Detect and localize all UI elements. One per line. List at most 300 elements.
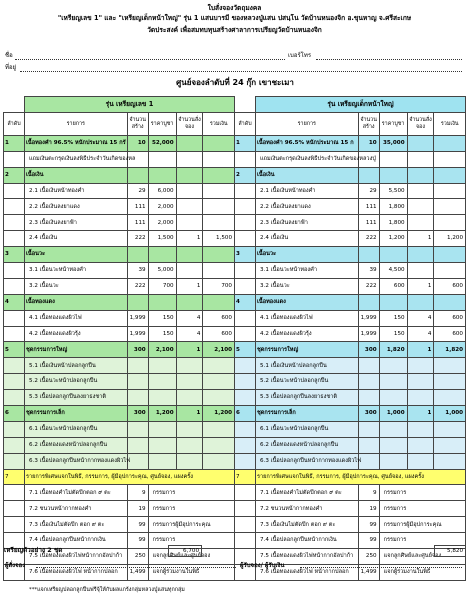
left-row-number: [4, 517, 25, 533]
left-total-cell[interactable]: [203, 263, 235, 279]
right-item-name: 5.3 เนื้อปลอกลูกปืนลงยาธงชาติ: [255, 390, 358, 406]
left-price-cell: 2,100: [148, 342, 176, 358]
left-item-name: 6.1 เนื้อนวะหน้าปลอกลูกปืน: [24, 421, 127, 437]
left-header-item: รายการ: [24, 112, 127, 135]
right-item-name: 2.3 เนื้อเงินลงยาฟ้า: [255, 215, 358, 231]
right-row-number: [235, 358, 256, 374]
phone-label: เบอร์โทร: [288, 52, 312, 59]
left-order-qty-cell[interactable]: 1: [176, 406, 203, 422]
right-item-name: 2.4 เนื้อเงิน: [255, 231, 358, 247]
right-order-qty-cell[interactable]: [407, 294, 434, 310]
right-price-cell: [379, 358, 407, 374]
left-price-cell: 150: [148, 310, 176, 326]
left-header-price: ราคาบูชา: [148, 112, 176, 135]
left-row-number: [4, 437, 25, 453]
left-order-qty-cell[interactable]: [176, 167, 203, 183]
left-total-cell[interactable]: 2,100: [203, 342, 235, 358]
right-item-name: เนื้อทองคำ 96.5% หนักประมาณ 15 ก: [255, 135, 358, 151]
address-field[interactable]: [20, 71, 462, 72]
left-row-number: [4, 374, 25, 390]
left-order-qty-cell[interactable]: [176, 358, 203, 374]
left-quantity-cell: 19: [127, 501, 148, 517]
left-order-qty-cell[interactable]: 1: [176, 342, 203, 358]
left-quantity-cell: [127, 453, 148, 469]
left-order-qty-cell[interactable]: [176, 453, 203, 469]
right-quantity-cell: 39: [358, 263, 379, 279]
right-item-name: 6.2 เนื้อทองแดงหน้าปลอกลูกปืน: [255, 437, 358, 453]
right-order-qty-cell[interactable]: [407, 167, 434, 183]
left-quantity-cell: 99: [127, 517, 148, 533]
left-total-cell[interactable]: [203, 358, 235, 374]
right-price-cell: [379, 453, 407, 469]
left-table-row: [4, 231, 235, 247]
right-row-number: [235, 453, 256, 469]
left-price-cell: กรรมการผู้มีอุปการะคุณ: [148, 517, 234, 533]
left-total-cell[interactable]: [203, 215, 235, 231]
form-subtitle: "เหรียญเลข 1" และ "เหรียญเด็กหน้าใหญ่" รุ่น 1 แสนบารมี ของหลวงปู่แสน ปสนฺโน วัดบ้านหนองจิก อ.ขุนหาญ จ.ศรีสะเกษ: [57, 14, 412, 22]
left-price-cell: [148, 247, 176, 263]
left-order-qty-cell[interactable]: [176, 437, 203, 453]
left-quantity-cell: [127, 358, 148, 374]
right-quantity-cell: 300: [358, 342, 379, 358]
left-item-name: 5.2 เนื้อนวะหน้าปลอกลูกปืน: [24, 374, 127, 390]
right-table-title: รุ่น เหรียญเด็กหน้าใหญ่: [255, 97, 465, 113]
left-header-order-qty: จำนวนสั่งจอง: [176, 112, 203, 135]
left-total-cell[interactable]: [203, 151, 235, 167]
left-item-name: 7.6 เนื้อทองแดงผิวไฟ หน้ากากปลอก: [24, 564, 127, 580]
right-header-quantity: จำนวนสร้าง: [358, 112, 379, 135]
left-order-qty-cell[interactable]: 4: [176, 326, 203, 342]
right-quantity-cell: [358, 294, 379, 310]
right-row-number: [235, 231, 256, 247]
left-item-name: ชุดกรรมการเล็ก: [24, 406, 127, 422]
right-row-number: 2: [235, 167, 256, 183]
left-item-name: เนื้อเงิน: [24, 167, 127, 183]
right-order-qty-cell[interactable]: [407, 374, 434, 390]
left-item-name: 3.2 เนื้อนวะ: [24, 278, 127, 294]
right-order-qty-cell[interactable]: [407, 263, 434, 279]
right-item-name: เนื้อนวะ: [255, 247, 358, 263]
right-quantity-cell: 1,499: [358, 564, 379, 580]
left-total-cell[interactable]: 1,500: [203, 231, 235, 247]
right-table-row: [235, 231, 466, 247]
left-quantity-cell: [127, 247, 148, 263]
left-table-row: [4, 215, 235, 231]
right-order-qty-cell[interactable]: 4: [407, 310, 434, 326]
right-total-cell[interactable]: [434, 199, 466, 215]
right-order-qty-cell[interactable]: 1: [407, 342, 434, 358]
right-table-header-row: [235, 112, 466, 135]
right-item-name: ชุดกรรมการใหญ่: [255, 342, 358, 358]
right-table-row: [235, 278, 466, 294]
left-row-number: 1: [4, 135, 25, 151]
right-price-cell: 1,200: [379, 231, 407, 247]
left-quantity-cell: 111: [127, 199, 148, 215]
left-row-number: [4, 199, 25, 215]
right-quantity-cell: 19: [358, 501, 379, 517]
left-total-cell[interactable]: [203, 294, 235, 310]
left-quantity-cell: [127, 437, 148, 453]
orderer-field[interactable]: [36, 567, 236, 568]
right-table-row: [235, 517, 466, 533]
right-price-cell: 1,820: [379, 342, 407, 358]
right-table-row: [235, 151, 466, 167]
right-order-qty-cell[interactable]: [407, 421, 434, 437]
left-title-spacer: [4, 97, 25, 113]
left-price-cell: [148, 358, 176, 374]
right-row-number: [235, 437, 256, 453]
right-row-number: [235, 326, 256, 342]
left-quantity-cell: [127, 167, 148, 183]
left-row-number: [4, 485, 25, 501]
left-price-cell: [148, 437, 176, 453]
left-item-name: 6.2 เนื้อทองแดงหน้าปลอกลูกปืน: [24, 437, 127, 453]
right-price-cell: [379, 167, 407, 183]
left-row-number: [4, 231, 25, 247]
left-row-number: [4, 310, 25, 326]
left-price-cell: [148, 374, 176, 390]
left-total-label: เหรียญตัวอย่าง 2 ชุด: [4, 546, 63, 554]
left-row-number: [4, 390, 25, 406]
left-price-cell: กรรมการ: [148, 501, 234, 517]
right-order-qty-cell[interactable]: 4: [407, 326, 434, 342]
right-quantity-cell: 10: [358, 135, 379, 151]
right-row-number: [235, 374, 256, 390]
right-quantity-cell: 99: [358, 517, 379, 533]
right-quantity-cell: 99: [358, 533, 379, 549]
left-order-qty-cell[interactable]: [176, 374, 203, 390]
right-order-qty-cell[interactable]: [407, 199, 434, 215]
right-item-name: 7.2 ชนวนหน้ากากทองคำ: [255, 501, 358, 517]
right-row-number: [235, 390, 256, 406]
left-item-name: เนื้อนวะ: [24, 247, 127, 263]
left-item-name: 7.1 เนื้อทองคำไม่ตัดปีกตอก ๙ ตะ: [24, 485, 127, 501]
right-order-qty-cell[interactable]: [407, 215, 434, 231]
left-price-cell: [148, 453, 176, 469]
left-quantity-cell: 39: [127, 263, 148, 279]
right-table-row: [235, 263, 466, 279]
left-total-cell[interactable]: 600: [203, 326, 235, 342]
left-table-row: [4, 135, 235, 151]
right-table-row: [235, 390, 466, 406]
right-header-order-qty: จำนวนสั่งจอง: [407, 112, 434, 135]
left-price-cell: [148, 390, 176, 406]
left-row-number: [4, 501, 25, 517]
right-total-cell[interactable]: 1,820: [434, 342, 466, 358]
left-row-number: [4, 453, 25, 469]
receiver-field[interactable]: [300, 567, 462, 568]
left-table-header-row: [4, 112, 235, 135]
left-total-cell[interactable]: [203, 135, 235, 151]
name-label: ชื่อ: [5, 52, 13, 59]
left-item-name: เนื้อทองแดง: [24, 294, 127, 310]
right-row-number: [235, 485, 256, 501]
left-row-number: [4, 183, 25, 199]
right-price-cell: 150: [379, 326, 407, 342]
right-quantity-cell: [358, 453, 379, 469]
left-price-cell: [148, 294, 176, 310]
right-row-number: [235, 517, 256, 533]
left-item-name: 2.2 เนื้อเงินลงยาแดง: [24, 199, 127, 215]
right-order-qty-cell[interactable]: 1: [407, 231, 434, 247]
left-table-row: [4, 247, 235, 263]
left-order-qty-cell[interactable]: 1: [176, 278, 203, 294]
left-total-cell[interactable]: 700: [203, 278, 235, 294]
left-quantity-cell: 111: [127, 215, 148, 231]
left-item-name: 2.4 เนื้อเงิน: [24, 231, 127, 247]
left-table-row: [4, 199, 235, 215]
right-item-name: 2.1 เนื้อเงินหน้าทองคำ: [255, 183, 358, 199]
right-total-cell[interactable]: [434, 263, 466, 279]
right-quantity-cell: 222: [358, 278, 379, 294]
right-price-cell: แจกลูกศิษย์และศูนย์จอง: [379, 549, 465, 565]
phone-field[interactable]: [316, 59, 462, 60]
right-price-cell: [379, 390, 407, 406]
right-quantity-cell: 250: [358, 549, 379, 565]
left-item-name: แถมเงินตะกรุดเงินลงพิธีประจำวันเกิดของหล: [24, 151, 127, 167]
left-item-name: 2.3 เนื้อเงินลงยาฟ้า: [24, 215, 127, 231]
receiver-label: ผู้รับจอง/ ผู้รับเงิน: [240, 562, 285, 569]
left-total-cell[interactable]: [203, 453, 235, 469]
left-price-cell: 1,500: [148, 231, 176, 247]
name-field[interactable]: [15, 59, 285, 60]
right-row-number: [235, 215, 256, 231]
left-table-row: [4, 517, 235, 533]
left-total-cell[interactable]: [203, 437, 235, 453]
right-row-number: [235, 501, 256, 517]
left-price-cell: 2,000: [148, 199, 176, 215]
left-order-qty-cell[interactable]: [176, 215, 203, 231]
right-quantity-cell: 111: [358, 199, 379, 215]
left-total-cell[interactable]: [203, 167, 235, 183]
left-total-cell[interactable]: [203, 247, 235, 263]
right-quantity-cell: 9: [358, 485, 379, 501]
left-price-cell: กรรมการ: [148, 533, 234, 549]
right-table-row: [235, 183, 466, 199]
left-order-qty-cell[interactable]: [176, 247, 203, 263]
right-price-cell: 5,500: [379, 183, 407, 199]
right-title-spacer: [235, 97, 256, 113]
right-row-number: 4: [235, 294, 256, 310]
right-row-number: [235, 310, 256, 326]
right-order-qty-cell[interactable]: [407, 183, 434, 199]
left-table-row: [4, 151, 235, 167]
right-row-number: 1: [235, 135, 256, 151]
left-table-title: รุ่น เหรียญเลข 1: [24, 97, 234, 113]
right-row-number: [235, 533, 256, 549]
left-row-number: [4, 421, 25, 437]
left-row-number: 5: [4, 342, 25, 358]
form-purpose: วัดประสงค์ เพื่อสมทบทุนสร้างศาลาการเปรียญวัดบ้านหนองจิก: [147, 26, 322, 34]
right-total-cell[interactable]: 1,000: [434, 406, 466, 422]
right-total-cell[interactable]: [434, 358, 466, 374]
left-order-qty-cell[interactable]: [176, 294, 203, 310]
right-total-cell[interactable]: [434, 167, 466, 183]
left-price-cell: [148, 151, 176, 167]
right-table-title-row: [235, 97, 466, 113]
booking-center-title: ศูนย์จองลำดับที่ 24 กุ๊ก เขาชะเมา: [176, 78, 294, 87]
right-order-qty-cell[interactable]: 1: [407, 278, 434, 294]
footer-note: ***แจกเหรียญปลอกลูกปืนฟรีจุ้ให้กับผลแกร้งกลุ่มหลวงปู่แสนทุกกลุ่ม: [29, 587, 185, 593]
right-total-cell[interactable]: [434, 247, 466, 263]
left-price-cell: 2,000: [148, 215, 176, 231]
left-order-qty-cell[interactable]: [176, 151, 203, 167]
left-item-name: 5.3 เนื้อปลอกลูกปืนลงยาธงชาติ: [24, 390, 127, 406]
right-item-name: 3.1 เนื้อนวะหน้าทองคำ: [255, 263, 358, 279]
left-total-cell[interactable]: 600: [203, 310, 235, 326]
right-price-cell: กรรมการ: [379, 501, 465, 517]
right-price-cell: [379, 151, 407, 167]
right-item-name: 4.2 เนื้อทองแดงผิวรุ้ง: [255, 326, 358, 342]
right-table-row: [235, 310, 466, 326]
left-price-cell: แจกลูกศิษย์และศูนย์จอง: [148, 549, 234, 565]
right-quantity-cell: [358, 374, 379, 390]
left-table-row: [4, 374, 235, 390]
right-item-name: 7.4 เนื้อปลอกลูกปืนหน้ากากเงิน: [255, 533, 358, 549]
left-order-qty-cell[interactable]: [176, 263, 203, 279]
left-header-no: ลำดับ: [4, 112, 25, 135]
right-quantity-cell: 1,999: [358, 326, 379, 342]
right-order-qty-cell[interactable]: [407, 437, 434, 453]
right-item-name: 3.2 เนื้อนวะ: [255, 278, 358, 294]
left-table-row: [4, 421, 235, 437]
right-table-row: [235, 167, 466, 183]
right-quantity-cell: [358, 421, 379, 437]
left-table-row: [4, 390, 235, 406]
right-table-row: [235, 453, 466, 469]
right-table-row: [235, 437, 466, 453]
right-order-qty-cell[interactable]: [407, 151, 434, 167]
left-price-cell: 150: [148, 326, 176, 342]
right-quantity-cell: 29: [358, 183, 379, 199]
right-table-row: [235, 199, 466, 215]
right-table-row: [235, 247, 466, 263]
left-total-cell[interactable]: [203, 390, 235, 406]
right-price-cell: [379, 247, 407, 263]
left-quantity-cell: 99: [127, 533, 148, 549]
right-item-name: 5.2 เนื้อนวะหน้าปลอกลูกปืน: [255, 374, 358, 390]
right-total-cell[interactable]: [434, 421, 466, 437]
left-item-name: 5.1 เนื้อเงินหน้าปลอกลูกปืน: [24, 358, 127, 374]
right-total-cell[interactable]: 600: [434, 278, 466, 294]
right-order-qty-cell[interactable]: [407, 247, 434, 263]
left-price-cell: กรรมการ: [148, 485, 234, 501]
right-order-table: [234, 96, 466, 581]
left-table-row: [4, 453, 235, 469]
right-row-number: [235, 151, 256, 167]
left-order-qty-cell[interactable]: [176, 390, 203, 406]
right-total-cell[interactable]: [434, 453, 466, 469]
left-total-cell[interactable]: [203, 199, 235, 215]
left-section-title: รายการพิเศษแจกในพิธี, กรรมการ, ผู้มีอุปการะคุณ, ศูนย์จอง, แผงครั้ง: [24, 469, 234, 485]
left-total-cell[interactable]: [203, 421, 235, 437]
right-total-cell[interactable]: [434, 183, 466, 199]
left-quantity-cell: 1,999: [127, 326, 148, 342]
left-table-row: [4, 501, 235, 517]
right-total-cell[interactable]: [434, 135, 466, 151]
left-total-cell[interactable]: [203, 183, 235, 199]
right-price-cell: แจกผู้ร่วมงานในพิธี: [379, 564, 465, 580]
right-price-cell: 150: [379, 310, 407, 326]
left-item-name: 7.3 เนื้อเงินไม่ตัดปีก ตอก ๙ ตะ: [24, 517, 127, 533]
right-table-row: [235, 501, 466, 517]
left-row-number: 6: [4, 406, 25, 422]
left-item-name: 3.1 เนื้อนวะหน้าทองคำ: [24, 263, 127, 279]
right-item-name: แถมเงินตะกรุดเงินลงพิธีประจำวันเกิดของหลวงปู่: [255, 151, 358, 167]
left-item-name: 7.5 เนื้อทองแดงผิวไฟหน้ากากอัลปาก้า: [24, 549, 127, 565]
left-table-row: [4, 326, 235, 342]
right-order-qty-cell[interactable]: 1: [407, 406, 434, 422]
left-item-name: 2.1 เนื้อเงินหน้าทองคำ: [24, 183, 127, 199]
right-item-name: เนื้อเงิน: [255, 167, 358, 183]
right-table-row: [235, 326, 466, 342]
right-total-cell[interactable]: 600: [434, 310, 466, 326]
left-order-qty-cell[interactable]: [176, 183, 203, 199]
left-row-number: [4, 326, 25, 342]
left-order-qty-cell[interactable]: [176, 135, 203, 151]
right-total-cell[interactable]: [434, 374, 466, 390]
right-total-cell[interactable]: [434, 294, 466, 310]
left-price-cell: แจกผู้ร่วมงานในพิธี: [148, 564, 234, 580]
form-title: ใบสั่งจองวัตถุมงคล: [207, 4, 262, 12]
right-total-cell[interactable]: [434, 215, 466, 231]
right-total-cell[interactable]: [434, 390, 466, 406]
right-total-cell[interactable]: 600: [434, 326, 466, 342]
left-table-row: [4, 437, 235, 453]
right-total-cell[interactable]: [434, 437, 466, 453]
right-price-cell: 1,800: [379, 215, 407, 231]
left-header-quantity: จำนวนสร้าง: [127, 112, 148, 135]
right-order-qty-cell[interactable]: [407, 358, 434, 374]
right-order-qty-cell[interactable]: [407, 135, 434, 151]
left-quantity-cell: 222: [127, 231, 148, 247]
right-total-cell[interactable]: 1,200: [434, 231, 466, 247]
left-quantity-cell: 10: [127, 135, 148, 151]
left-order-qty-cell[interactable]: [176, 421, 203, 437]
left-quantity-cell: [127, 374, 148, 390]
left-quantity-cell: 222: [127, 278, 148, 294]
right-order-qty-cell[interactable]: [407, 453, 434, 469]
right-price-cell: [379, 374, 407, 390]
left-price-cell: 52,000: [148, 135, 176, 151]
right-header-price: ราคาบูชา: [379, 112, 407, 135]
left-order-qty-cell[interactable]: 1: [176, 231, 203, 247]
left-total-value: 6,700: [168, 545, 202, 557]
right-order-qty-cell[interactable]: [407, 390, 434, 406]
right-table-row: [235, 533, 466, 549]
right-table-row: [235, 406, 466, 422]
left-table-title-row: [4, 97, 235, 113]
left-total-cell[interactable]: 1,200: [203, 406, 235, 422]
right-row-number: 5: [235, 342, 256, 358]
right-table-row: [235, 485, 466, 501]
left-total-cell[interactable]: [203, 374, 235, 390]
right-price-cell: 600: [379, 278, 407, 294]
left-order-qty-cell[interactable]: [176, 199, 203, 215]
left-order-qty-cell[interactable]: 4: [176, 310, 203, 326]
left-price-cell: 700: [148, 278, 176, 294]
right-row-number: [235, 278, 256, 294]
right-item-name: เนื้อทองแดง: [255, 294, 358, 310]
left-price-cell: 6,000: [148, 183, 176, 199]
right-total-cell[interactable]: [434, 151, 466, 167]
right-item-name: ชุดกรรมการเล็ก: [255, 406, 358, 422]
right-item-name: 4.1 เนื้อทองแดงผิวไฟ: [255, 310, 358, 326]
right-row-number: [235, 183, 256, 199]
right-price-cell: กรรมการ: [379, 533, 465, 549]
right-quantity-cell: [358, 358, 379, 374]
right-row-number: 7: [235, 469, 256, 485]
